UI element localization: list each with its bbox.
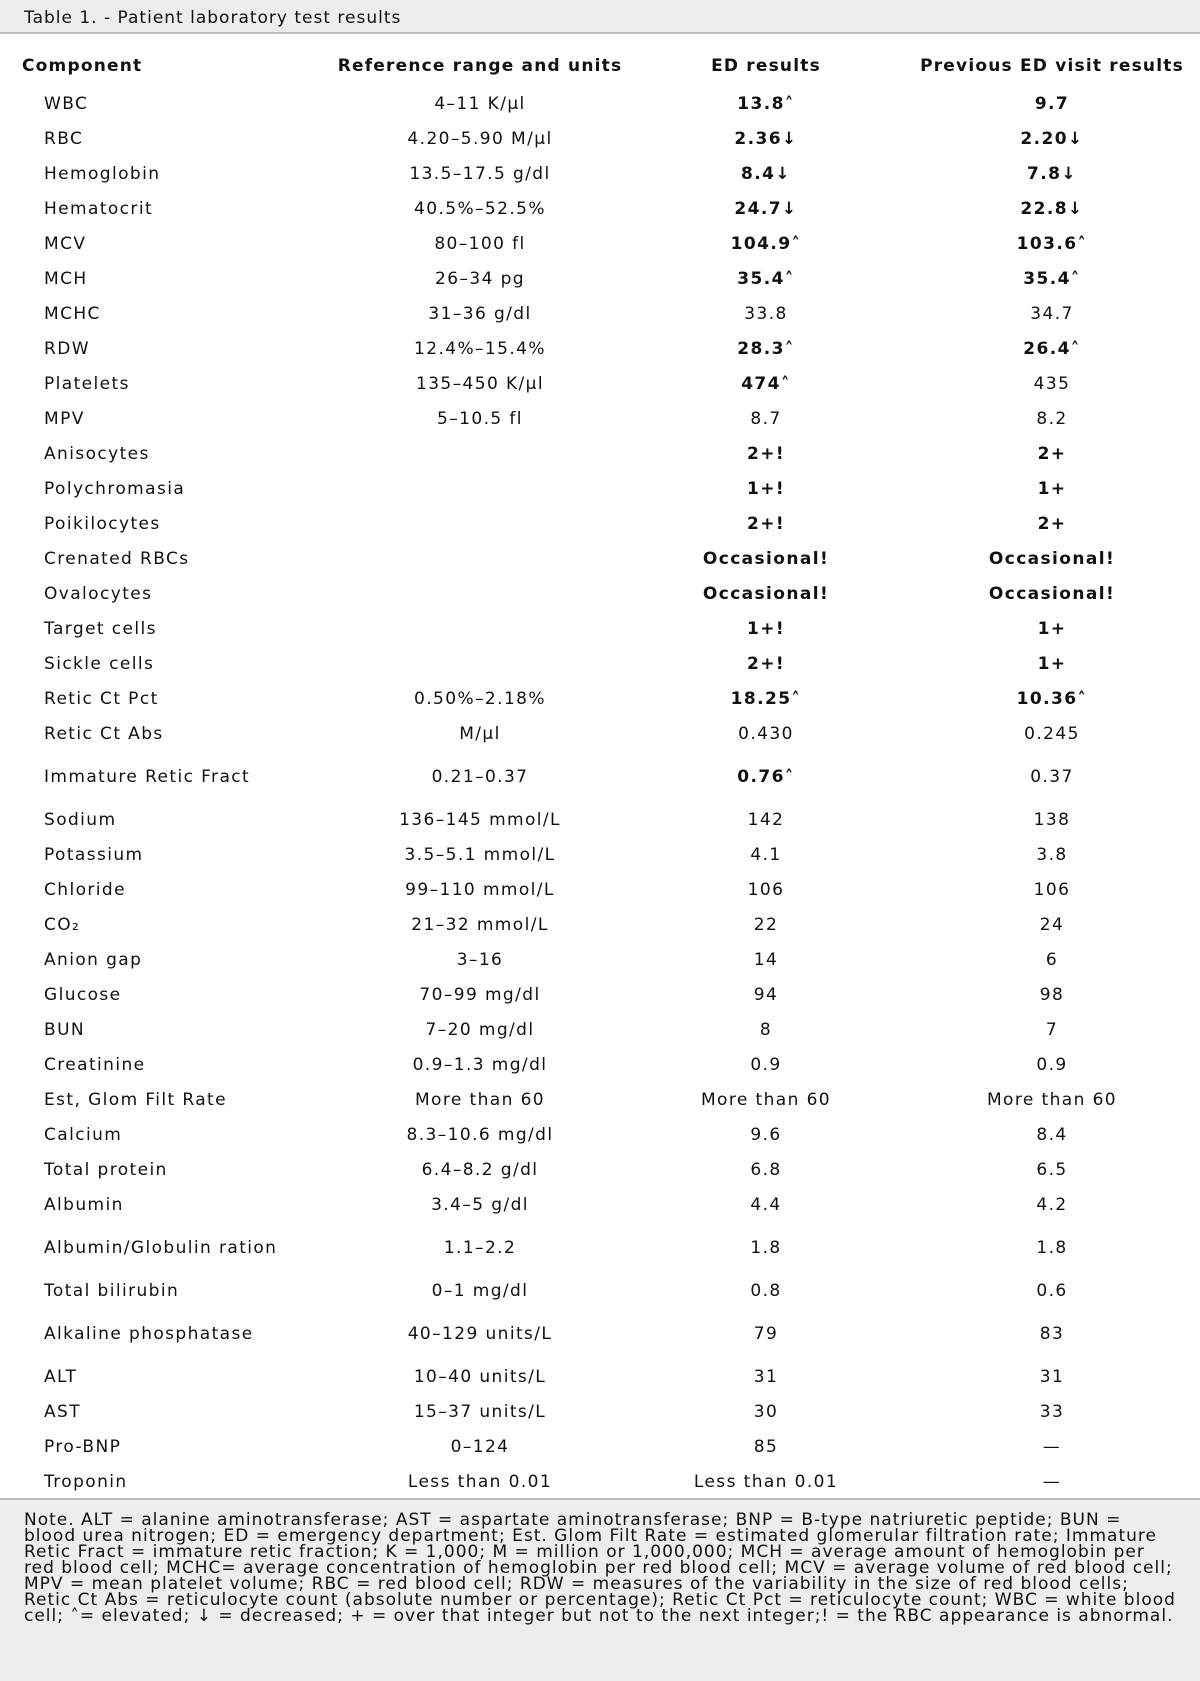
cell-ed-result: 94 — [753, 984, 779, 1005]
cell-component: Albumin/Globulin ration — [44, 1237, 278, 1258]
table-row — [0, 716, 1200, 751]
cell-reference: 0.21–0.37 — [431, 766, 529, 787]
cell-reference: 0–124 — [450, 1436, 510, 1457]
cell-reference — [332, 436, 628, 471]
cell-ed-result: 0.76˄ — [737, 766, 795, 787]
table-row — [0, 977, 1200, 1012]
cell-reference: 40.5%–52.5% — [414, 198, 546, 219]
cell-previous-result: Occasional! — [988, 583, 1116, 604]
cell-component: MPV — [44, 408, 85, 429]
cell-component: Glucose — [44, 984, 122, 1005]
cell-component: Crenated RBCs — [44, 548, 190, 569]
cell-previous-result: — — [1042, 1436, 1062, 1457]
cell-component: Anion gap — [44, 949, 143, 970]
cell-ed-result: 4.4 — [750, 1194, 782, 1215]
cell-ed-result: 2.36↓ — [734, 128, 798, 149]
cell-previous-result: 34.7 — [1030, 303, 1074, 324]
table-row — [0, 156, 1200, 191]
cell-ed-result: 106 — [747, 879, 785, 900]
cell-component: AST — [44, 1401, 82, 1422]
cell-component: Chloride — [44, 879, 126, 900]
cell-previous-result: 103.6˄ — [1016, 233, 1088, 254]
cell-ed-result: More than 60 — [700, 1089, 831, 1110]
table-body — [0, 86, 1200, 1499]
cell-reference: 21–32 mmol/L — [411, 914, 549, 935]
cell-component: Total bilirubin — [44, 1280, 180, 1301]
table-row — [0, 751, 1200, 802]
table-row — [0, 401, 1200, 436]
cell-component: Platelets — [44, 373, 130, 394]
header-previous-results: Previous ED visit results — [920, 55, 1184, 76]
cell-ed-result: 1+! — [746, 478, 786, 499]
lab-results-table — [0, 46, 1200, 1499]
cell-ed-result: 9.6 — [750, 1124, 782, 1145]
table-row — [0, 471, 1200, 506]
table-note: Note. ALT = alanine aminotransferase; AST = aspartate aminotransferase; BNP = B-type natriuretic peptide; BUN = blood urea nitrogen; ED = emergency department; Est. Glom Filt Rate = estimated glomerular filtration rate; Immature Retic Fract = immature retic fraction; K = 1,000; M = million or 1,000,000; MCH = average amount of hemoglobin per red blood cell; MCHC= average concentration of hemoglobin per red blood cell; MCV = average volume of red blood cell; MPV = mean platelet volume; RBC = red blood cell; RDW = measures of the variability in the size of red blood cells; Retic Ct Abs = reticulocyte count (absolute number or percentage); Retic Ct Pct = reticulocyte count; WBC = white blood cell; ˄= elevated; ↓ = decreased; + = over that integer but not to the next integer;! = the RBC appearance is abnormal. — [0, 1498, 1200, 1681]
cell-component: CO₂ — [44, 914, 81, 935]
cell-previous-result: 8.2 — [1036, 408, 1068, 429]
cell-previous-result: 31 — [1039, 1366, 1065, 1387]
cell-component: Ovalocytes — [44, 583, 153, 604]
cell-component: RDW — [44, 338, 90, 359]
table-caption: Table 1. - Patient laboratory test results — [0, 0, 1200, 34]
cell-ed-result: 33.8 — [744, 303, 788, 324]
table-row — [0, 261, 1200, 296]
cell-previous-result: 83 — [1039, 1323, 1065, 1344]
cell-component: BUN — [44, 1019, 86, 1040]
cell-component: Anisocytes — [44, 443, 150, 464]
cell-component: WBC — [44, 93, 89, 114]
cell-reference: M/μl — [459, 723, 501, 744]
table-row — [0, 1394, 1200, 1429]
table-row — [0, 1187, 1200, 1222]
table-row — [0, 1308, 1200, 1359]
cell-reference: 3.5–5.1 mmol/L — [404, 844, 556, 865]
cell-previous-result: 1+ — [1037, 618, 1067, 639]
cell-ed-result: 2+! — [746, 513, 786, 534]
cell-reference — [332, 541, 628, 576]
cell-previous-result: More than 60 — [986, 1089, 1117, 1110]
cell-component: Total protein — [44, 1159, 168, 1180]
table-row — [0, 1464, 1200, 1499]
table-row — [0, 1222, 1200, 1273]
cell-reference: 31–36 g/dl — [428, 303, 532, 324]
cell-ed-result: 474˄ — [741, 373, 791, 394]
cell-previous-result: 6 — [1045, 949, 1059, 970]
cell-ed-result: 8.7 — [750, 408, 782, 429]
cell-previous-result: 0.245 — [1024, 723, 1080, 744]
table-row — [0, 872, 1200, 907]
cell-component: Pro-BNP — [44, 1436, 122, 1457]
cell-ed-result: 1+! — [746, 618, 786, 639]
cell-previous-result: 1+ — [1037, 653, 1067, 674]
cell-previous-result: 435 — [1033, 373, 1071, 394]
cell-ed-result: 0.9 — [750, 1054, 782, 1075]
table-row — [0, 681, 1200, 716]
cell-ed-result: Occasional! — [702, 583, 830, 604]
cell-ed-result: 85 — [753, 1436, 779, 1457]
header-component: Component — [22, 55, 143, 76]
cell-reference — [332, 646, 628, 681]
cell-component: Creatinine — [44, 1054, 146, 1075]
cell-ed-result: 13.8˄ — [737, 93, 795, 114]
cell-component: Alkaline phosphatase — [44, 1323, 254, 1344]
cell-ed-result: 30 — [753, 1401, 779, 1422]
cell-component: RBC — [44, 128, 84, 149]
cell-previous-result: 0.9 — [1036, 1054, 1068, 1075]
cell-reference: 10–40 units/L — [413, 1366, 547, 1387]
cell-ed-result: Occasional! — [702, 548, 830, 569]
cell-reference: 99–110 mmol/L — [405, 879, 555, 900]
cell-ed-result: 24.7↓ — [734, 198, 798, 219]
cell-reference: 0.9–1.3 mg/dl — [412, 1054, 548, 1075]
cell-previous-result: 8.4 — [1036, 1124, 1068, 1145]
table-row — [0, 1012, 1200, 1047]
table-row — [0, 1359, 1200, 1394]
cell-previous-result: 106 — [1033, 879, 1071, 900]
cell-reference: 7–20 mg/dl — [425, 1019, 535, 1040]
table-row — [0, 1082, 1200, 1117]
table-header-row — [0, 46, 1200, 86]
cell-reference: 0.50%–2.18% — [414, 688, 546, 709]
cell-reference: 136–145 mmol/L — [399, 809, 561, 830]
cell-reference: 12.4%–15.4% — [414, 338, 546, 359]
cell-component: Troponin — [44, 1471, 128, 1492]
table-row — [0, 1047, 1200, 1082]
cell-previous-result: 35.4˄ — [1023, 268, 1081, 289]
cell-reference: 8.3–10.6 mg/dl — [406, 1124, 554, 1145]
cell-reference — [332, 611, 628, 646]
cell-ed-result: 8 — [759, 1019, 773, 1040]
cell-component: Potassium — [44, 844, 144, 865]
cell-previous-result: 24 — [1039, 914, 1065, 935]
cell-previous-result: 98 — [1039, 984, 1065, 1005]
table-row — [0, 191, 1200, 226]
cell-component: Retic Ct Pct — [44, 688, 159, 709]
cell-reference: 13.5–17.5 g/dl — [409, 163, 551, 184]
cell-previous-result: 7 — [1045, 1019, 1059, 1040]
cell-reference: 5–10.5 fl — [437, 408, 523, 429]
cell-component: Sickle cells — [44, 653, 155, 674]
cell-reference: 6.4–8.2 g/dl — [421, 1159, 539, 1180]
table-row — [0, 436, 1200, 471]
cell-ed-result: 28.3˄ — [737, 338, 795, 359]
cell-ed-result: 0.430 — [738, 723, 794, 744]
cell-previous-result: 4.2 — [1036, 1194, 1068, 1215]
header-ed-results: ED results — [711, 55, 821, 76]
cell-reference: 1.1–2.2 — [443, 1237, 517, 1258]
cell-ed-result: 142 — [747, 809, 785, 830]
table-row — [0, 121, 1200, 156]
cell-previous-result: 9.7 — [1034, 93, 1070, 114]
cell-reference — [332, 506, 628, 541]
cell-previous-result: 2+ — [1037, 513, 1067, 534]
cell-component: Immature Retic Fract — [44, 766, 251, 787]
cell-previous-result: 2+ — [1037, 443, 1067, 464]
table-row — [0, 1429, 1200, 1464]
cell-reference: 0–1 mg/dl — [431, 1280, 529, 1301]
cell-component: Hemoglobin — [44, 163, 161, 184]
cell-previous-result: 138 — [1033, 809, 1071, 830]
cell-reference: 26–34 pg — [435, 268, 525, 289]
table-row — [0, 331, 1200, 366]
cell-reference — [332, 576, 628, 611]
cell-reference: 135–450 K/μl — [415, 373, 544, 394]
table-row — [0, 296, 1200, 331]
cell-ed-result: 35.4˄ — [737, 268, 795, 289]
cell-previous-result: 22.8↓ — [1020, 198, 1084, 219]
cell-previous-result: 0.6 — [1036, 1280, 1068, 1301]
table-row — [0, 506, 1200, 541]
cell-previous-result: — — [1042, 1471, 1062, 1492]
cell-component: Sodium — [44, 809, 117, 830]
cell-ed-result: 2+! — [746, 653, 786, 674]
cell-ed-result: 1.8 — [750, 1237, 782, 1258]
cell-previous-result: 26.4˄ — [1023, 338, 1081, 359]
cell-reference: 15–37 units/L — [413, 1401, 547, 1422]
table-row — [0, 1152, 1200, 1187]
cell-component: MCHC — [44, 303, 101, 324]
cell-previous-result: 33 — [1039, 1401, 1065, 1422]
cell-previous-result: 3.8 — [1036, 844, 1068, 865]
cell-reference: More than 60 — [414, 1089, 545, 1110]
cell-ed-result: 104.9˄ — [730, 233, 802, 254]
cell-previous-result: 1+ — [1037, 478, 1067, 499]
cell-component: ALT — [44, 1366, 78, 1387]
cell-previous-result: 7.8↓ — [1027, 163, 1077, 184]
cell-component: MCV — [44, 233, 87, 254]
cell-component: MCH — [44, 268, 88, 289]
table-row — [0, 226, 1200, 261]
cell-component: Retic Ct Abs — [44, 723, 164, 744]
cell-ed-result: 4.1 — [750, 844, 782, 865]
cell-reference: 3–16 — [456, 949, 504, 970]
table-row — [0, 907, 1200, 942]
cell-component: Target cells — [44, 618, 157, 639]
table-row — [0, 611, 1200, 646]
cell-ed-result: Less than 0.01 — [693, 1471, 839, 1492]
cell-reference: 80–100 fl — [434, 233, 526, 254]
cell-previous-result: 0.37 — [1030, 766, 1074, 787]
table-row — [0, 576, 1200, 611]
cell-reference: 40–129 units/L — [407, 1323, 553, 1344]
table-row — [0, 1117, 1200, 1152]
cell-reference: 3.4–5 g/dl — [431, 1194, 529, 1215]
table-row — [0, 541, 1200, 576]
cell-component: Poikilocytes — [44, 513, 161, 534]
cell-ed-result: 79 — [753, 1323, 779, 1344]
cell-ed-result: 22 — [753, 914, 779, 935]
cell-reference — [332, 471, 628, 506]
cell-reference: 4–11 K/μl — [434, 93, 526, 114]
cell-component: Polychromasia — [44, 478, 186, 499]
cell-ed-result: 31 — [753, 1366, 779, 1387]
cell-previous-result: 10.36˄ — [1016, 688, 1088, 709]
cell-component: Est, Glom Filt Rate — [44, 1089, 227, 1110]
cell-previous-result: 1.8 — [1036, 1237, 1068, 1258]
cell-ed-result: 6.8 — [750, 1159, 782, 1180]
table-row — [0, 86, 1200, 121]
cell-component: Hematocrit — [44, 198, 154, 219]
cell-component: Calcium — [44, 1124, 123, 1145]
cell-ed-result: 14 — [753, 949, 779, 970]
table-row — [0, 646, 1200, 681]
table-row — [0, 942, 1200, 977]
cell-reference: Less than 0.01 — [407, 1471, 553, 1492]
cell-reference: 4.20–5.90 M/μl — [407, 128, 553, 149]
table-row — [0, 1273, 1200, 1308]
table-row — [0, 802, 1200, 837]
cell-previous-result: 2.20↓ — [1020, 128, 1084, 149]
table-row — [0, 837, 1200, 872]
cell-previous-result: Occasional! — [988, 548, 1116, 569]
cell-ed-result: 2+! — [746, 443, 786, 464]
cell-previous-result: 6.5 — [1036, 1159, 1068, 1180]
cell-ed-result: 18.25˄ — [730, 688, 802, 709]
table-row — [0, 366, 1200, 401]
cell-component: Albumin — [44, 1194, 124, 1215]
cell-reference: 70–99 mg/dl — [419, 984, 541, 1005]
cell-ed-result: 0.8 — [750, 1280, 782, 1301]
cell-ed-result: 8.4↓ — [741, 163, 791, 184]
header-reference: Reference range and units — [337, 55, 623, 76]
